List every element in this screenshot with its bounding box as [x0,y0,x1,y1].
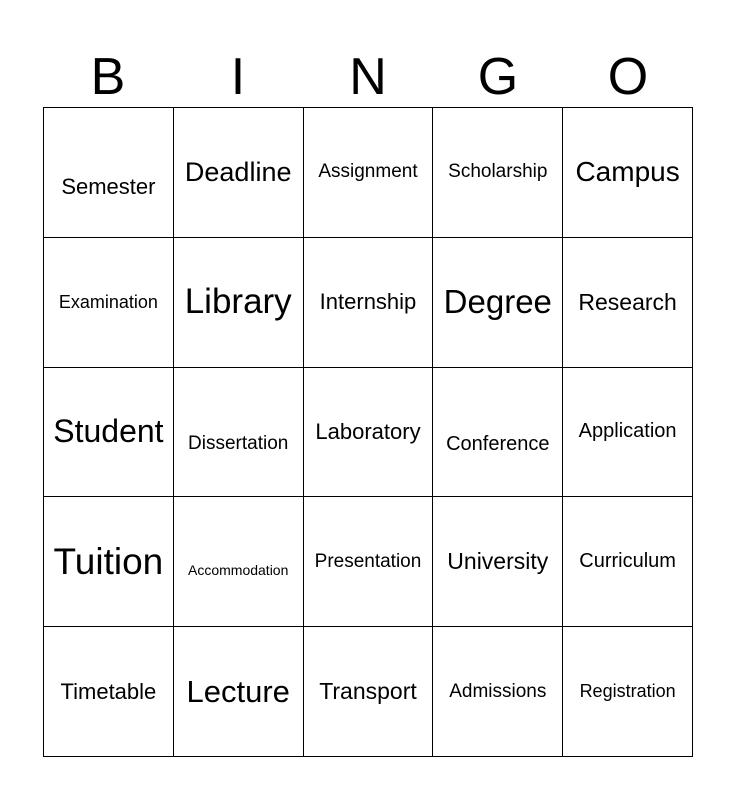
bingo-cell[interactable] [304,238,434,368]
bingo-cell[interactable] [44,497,174,627]
bingo-cell[interactable] [563,108,693,238]
cell-label: Tuition [53,540,164,582]
bingo-cell[interactable] [433,497,563,627]
bingo-cell[interactable] [563,238,693,368]
cell-label: Internship [319,289,417,315]
bingo-cell[interactable] [44,108,174,238]
cell-label: Registration [579,681,676,702]
bingo-grid [43,107,693,757]
cell-label: Degree [443,283,552,321]
header-letter-b: B [90,48,126,106]
bingo-cell[interactable] [304,497,434,627]
cell-label: Assignment [318,161,418,183]
bingo-cell[interactable] [433,108,563,238]
bingo-cell[interactable] [433,368,563,498]
cell-label: Dissertation [188,433,289,455]
cell-label: Transport [319,678,417,705]
bingo-cell[interactable] [174,368,304,498]
cell-label: Lecture [186,673,290,709]
cell-label: University [447,548,549,575]
cell-label: Timetable [60,678,157,704]
bingo-cell[interactable] [44,368,174,498]
bingo-cell[interactable] [433,627,563,757]
bingo-cell[interactable] [563,368,693,498]
bingo-cell[interactable] [433,238,563,368]
cell-label: Presentation [314,550,422,572]
cell-label: Research [578,288,677,315]
cell-label: Admissions [449,680,547,702]
header-letter-g: G [477,48,519,106]
cell-label: Conference [446,432,550,455]
cell-label: Semester [61,174,156,200]
cell-label: Laboratory [315,418,421,444]
header-letter-n: N [349,48,387,106]
header-letter-o: O [607,48,649,106]
bingo-cell[interactable] [304,627,434,757]
cell-label: Student [53,413,164,450]
bingo-cell[interactable] [44,627,174,757]
bingo-cell[interactable] [44,238,174,368]
cell-label: Examination [58,291,158,312]
cell-label: Deadline [184,156,292,187]
cell-label: Campus [575,156,680,188]
bingo-cell[interactable] [174,497,304,627]
cell-label: Accommodation [188,561,289,578]
header-letter-i: I [230,48,246,106]
bingo-cell[interactable] [174,108,304,238]
bingo-cell[interactable] [563,627,693,757]
cell-label: Library [184,282,292,322]
bingo-cell[interactable] [174,238,304,368]
cell-label: Curriculum [579,550,676,573]
cell-label: Application [578,420,677,443]
bingo-cell[interactable] [304,108,434,238]
bingo-cell[interactable] [304,368,434,498]
cell-label: Scholarship [448,161,548,183]
bingo-cell[interactable] [563,497,693,627]
bingo-header [43,46,693,108]
bingo-cell[interactable] [174,627,304,757]
